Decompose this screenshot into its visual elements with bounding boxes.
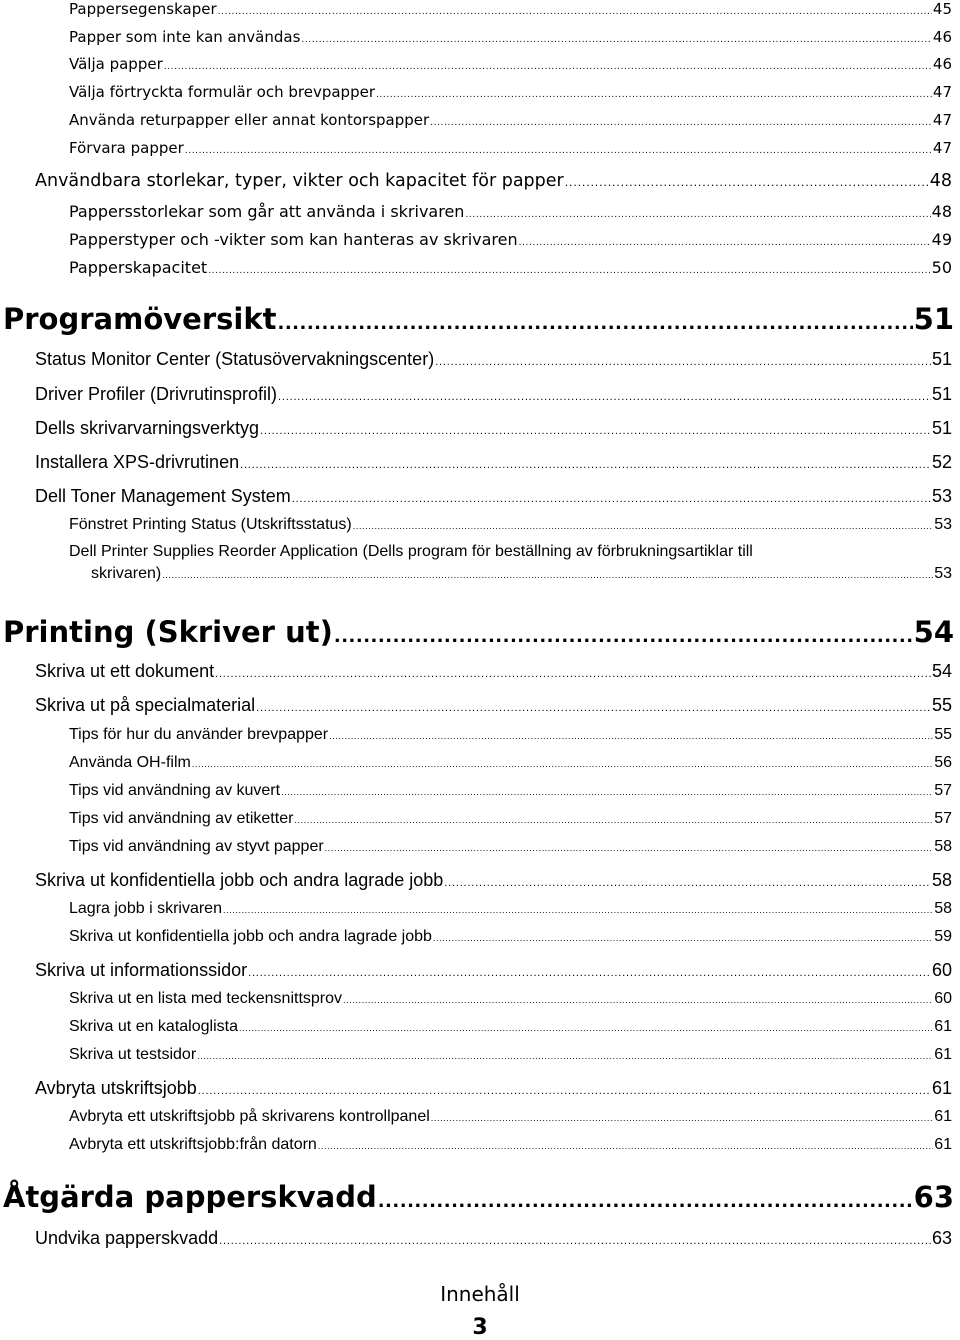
toc-leader xyxy=(318,1136,933,1154)
toc-entry[interactable] xyxy=(69,258,952,277)
toc-leader xyxy=(435,349,931,370)
toc-entry[interactable] xyxy=(69,202,952,221)
toc-entry[interactable] xyxy=(35,349,952,370)
toc-entry[interactable] xyxy=(35,384,952,405)
toc-entry[interactable] xyxy=(69,28,952,46)
toc-entry-title: Fönstret Printing Status (Utskriftsstatus) xyxy=(69,516,352,533)
toc-entry-page: 61 xyxy=(934,1136,952,1153)
toc-entry-page: 63 xyxy=(931,1228,952,1248)
toc-entry-title: Skriva ut informationssidor xyxy=(35,960,248,980)
toc-entry-title: Papperskapacitet xyxy=(69,258,208,277)
toc-entry[interactable] xyxy=(69,1136,952,1154)
toc-entry-page: 63 xyxy=(913,1180,954,1214)
toc-entry-title: Välja förtryckta formulär och brevpapper xyxy=(69,83,375,101)
footer-page-number: 3 xyxy=(472,1315,488,1340)
toc-leader xyxy=(294,810,933,828)
toc-entry-title: Skriva ut på specialmaterial xyxy=(35,695,256,715)
toc-entry-page: 55 xyxy=(931,695,952,715)
toc-entry-page: 51 xyxy=(931,384,952,404)
toc-entry[interactable] xyxy=(69,139,952,157)
toc-leader xyxy=(240,452,931,473)
toc-leader xyxy=(430,111,932,129)
toc-leader xyxy=(278,384,931,405)
toc-entry-title: Papperstyper och -vikter som kan hanteras av skrivaren xyxy=(69,230,518,249)
toc-leader xyxy=(223,900,933,918)
toc-entry-page: 57 xyxy=(934,782,952,799)
toc-entry[interactable] xyxy=(69,1046,952,1064)
toc-entry-title: Undvika papperskvadd xyxy=(35,1228,219,1248)
toc-entry[interactable] xyxy=(69,0,952,18)
toc-entry-title: Skriva ut en lista med teckensnittsprov xyxy=(69,990,343,1007)
toc-leader xyxy=(444,870,931,891)
toc-entry-title: Skriva ut testsidor xyxy=(69,1046,197,1063)
toc-leader xyxy=(198,1078,931,1099)
toc-entry[interactable] xyxy=(35,960,952,981)
toc-entry-title: Programöversikt xyxy=(3,302,277,336)
toc-entry[interactable] xyxy=(69,810,952,828)
toc-entry-title: Papper som inte kan användas xyxy=(69,28,301,46)
toc-entry-title: Skriva ut konfidentiella jobb och andra lagrade jobb xyxy=(69,928,432,945)
toc-entry-title: Installera XPS-drivrutinen xyxy=(35,452,240,472)
toc-entry[interactable] xyxy=(69,1108,952,1126)
toc-entry[interactable] xyxy=(69,900,952,918)
toc-entry-page: 46 xyxy=(932,28,952,46)
toc-entry-page: 58 xyxy=(934,838,952,855)
toc-entry-page: 50 xyxy=(931,258,952,277)
toc-leader xyxy=(465,202,930,221)
toc-entry-page: 59 xyxy=(934,928,952,945)
toc-entry[interactable] xyxy=(69,726,952,744)
toc-entry-page: 57 xyxy=(934,810,952,827)
toc-entry[interactable] xyxy=(35,171,952,191)
toc-entry[interactable] xyxy=(35,695,952,716)
toc-entry[interactable] xyxy=(69,55,952,73)
toc-entry-title: Avbryta utskriftsjobb xyxy=(35,1078,197,1098)
toc-entry[interactable] xyxy=(69,990,952,1008)
toc-entry-page: 52 xyxy=(931,452,952,472)
toc-leader xyxy=(208,258,930,277)
toc-entry-page: 53 xyxy=(931,486,952,506)
toc-entry[interactable] xyxy=(35,1078,952,1099)
toc-entry-page: 45 xyxy=(932,0,952,18)
toc-entry-page: 48 xyxy=(929,171,952,191)
toc-entry-title: Dells skrivarvarningsverktyg xyxy=(35,418,260,438)
toc-entry-title: Använda OH-film xyxy=(69,754,191,771)
toc-entry-title: Pappersegenskaper xyxy=(69,0,217,18)
toc-leader xyxy=(215,661,931,682)
toc-entry-title: Avbryta ett utskriftsjobb:från datorn xyxy=(69,1136,317,1153)
toc-entry-title: Användbara storlekar, typer, vikter och kapacitet för papper xyxy=(35,171,564,191)
toc-entry-continuation xyxy=(69,565,952,583)
toc-entry-page: 56 xyxy=(934,754,952,771)
toc-leader xyxy=(325,838,934,856)
toc-entry-title: Skriva ut en kataloglista xyxy=(69,1018,238,1035)
toc-entry-page: 54 xyxy=(913,615,954,649)
toc-leader xyxy=(248,960,931,981)
toc-leader xyxy=(218,0,932,18)
toc-entry[interactable] xyxy=(69,838,952,856)
toc-entry[interactable] xyxy=(69,83,952,101)
toc-chapter-entry[interactable] xyxy=(3,615,954,649)
toc-leader xyxy=(431,1108,933,1126)
toc-entry-title: Skriva ut konfidentiella jobb och andra lagrade jobb xyxy=(35,870,444,890)
toc-leader xyxy=(197,1046,933,1064)
toc-leader xyxy=(192,754,933,772)
toc-entry[interactable] xyxy=(35,1228,952,1249)
toc-leader xyxy=(219,1228,931,1249)
toc-chapter-entry[interactable] xyxy=(3,302,954,336)
toc-entry-page: 53 xyxy=(934,516,952,533)
toc-entry-title: Dell Toner Management System xyxy=(35,486,291,506)
toc-entry-page: 61 xyxy=(931,1078,952,1098)
toc-entry-title: Printing (Skriver ut) xyxy=(3,615,333,649)
toc-entry[interactable] xyxy=(69,782,952,800)
toc-entry-title: Pappersstorlekar som går att använda i skrivaren xyxy=(69,202,465,221)
toc-entry-page: 61 xyxy=(934,1108,952,1125)
toc-entry-title: Förvara papper xyxy=(69,139,184,157)
toc-leader xyxy=(334,615,913,649)
toc-leader xyxy=(565,171,929,191)
toc-entry-page: 51 xyxy=(913,302,954,336)
toc-leader xyxy=(433,928,933,946)
toc-entry-page: 46 xyxy=(932,55,952,73)
toc-entry[interactable] xyxy=(35,661,952,682)
toc-entry[interactable] xyxy=(35,452,952,473)
toc-entry-title: Tips vid användning av kuvert xyxy=(69,782,281,799)
toc-entry[interactable] xyxy=(35,870,952,891)
toc-entry-title: Åtgärda papperskvadd xyxy=(3,1180,377,1214)
toc-leader xyxy=(260,418,931,439)
toc-entry[interactable] xyxy=(69,1018,952,1036)
toc-entry-title: Skriva ut ett dokument xyxy=(35,661,215,681)
toc-entry-title-cont: skrivaren) xyxy=(91,565,162,582)
toc-chapter-entry[interactable] xyxy=(3,1180,954,1214)
toc-entry-title: Status Monitor Center (Statusövervakningscenter) xyxy=(35,349,435,369)
toc-leader xyxy=(353,516,933,534)
toc-entry-page: 60 xyxy=(934,990,952,1007)
toc-entry-page: 51 xyxy=(931,349,952,369)
toc-entry-page: 47 xyxy=(932,139,952,157)
toc-leader xyxy=(162,565,933,583)
toc-leader xyxy=(281,782,933,800)
toc-entry-page: 61 xyxy=(934,1018,952,1035)
toc-entry[interactable] xyxy=(69,230,952,249)
toc-entry-title: Tips för hur du använder brevpapper xyxy=(69,726,329,743)
toc-entry-page: 55 xyxy=(934,726,952,743)
toc-entry-page: 47 xyxy=(932,111,952,129)
toc-leader xyxy=(519,230,931,249)
toc-leader xyxy=(164,55,932,73)
toc-entry-page: 58 xyxy=(931,870,952,890)
toc-entry[interactable] xyxy=(69,516,952,534)
toc-entry-title: Välja papper xyxy=(69,55,163,73)
toc-entry-title: Driver Profiler (Drivrutinsprofil) xyxy=(35,384,278,404)
toc-entry-title: Tips vid användning av etiketter xyxy=(69,810,294,827)
toc-leader xyxy=(378,1180,913,1214)
toc-leader xyxy=(343,990,933,1008)
toc-entry-title: Använda returpapper eller annat kontorspapper xyxy=(69,111,430,129)
toc-leader xyxy=(239,1018,933,1036)
toc-leader xyxy=(277,302,912,336)
toc-entry-title: Tips vid användning av styvt papper xyxy=(69,838,324,855)
toc-entry-title: Avbryta ett utskriftsjobb på skrivarens kontrollpanel xyxy=(69,1108,430,1125)
toc-entry-page: 54 xyxy=(931,661,952,681)
toc-entry[interactable] xyxy=(69,111,952,129)
toc-entry-page: 48 xyxy=(931,202,952,221)
toc-leader xyxy=(185,139,932,157)
toc-entry-page: 60 xyxy=(931,960,952,980)
toc-entry[interactable] xyxy=(35,486,952,507)
toc-entry-page: 58 xyxy=(934,900,952,917)
footer-section-label: Innehåll xyxy=(440,1282,520,1306)
toc-entry-page: 47 xyxy=(932,83,952,101)
toc-leader xyxy=(376,83,932,101)
toc-entry-page: 49 xyxy=(931,230,952,249)
toc-entry[interactable] xyxy=(69,928,952,946)
toc-entry[interactable] xyxy=(35,418,952,439)
toc-entry-page: 61 xyxy=(934,1046,952,1063)
toc-entry-page: 51 xyxy=(931,418,952,438)
toc-entry-title: Lagra jobb i skrivaren xyxy=(69,900,222,917)
toc-leader xyxy=(329,726,933,744)
toc-leader xyxy=(256,695,931,716)
toc-entry-title: Dell Printer Supplies Reorder Application (Dells program för beställning av förbrukningsartiklar till xyxy=(69,543,753,560)
toc-entry-page: 53 xyxy=(934,565,952,582)
toc-entry[interactable] xyxy=(69,543,952,583)
toc-entry[interactable] xyxy=(69,754,952,772)
toc-leader xyxy=(301,28,932,46)
toc-leader xyxy=(292,486,931,507)
